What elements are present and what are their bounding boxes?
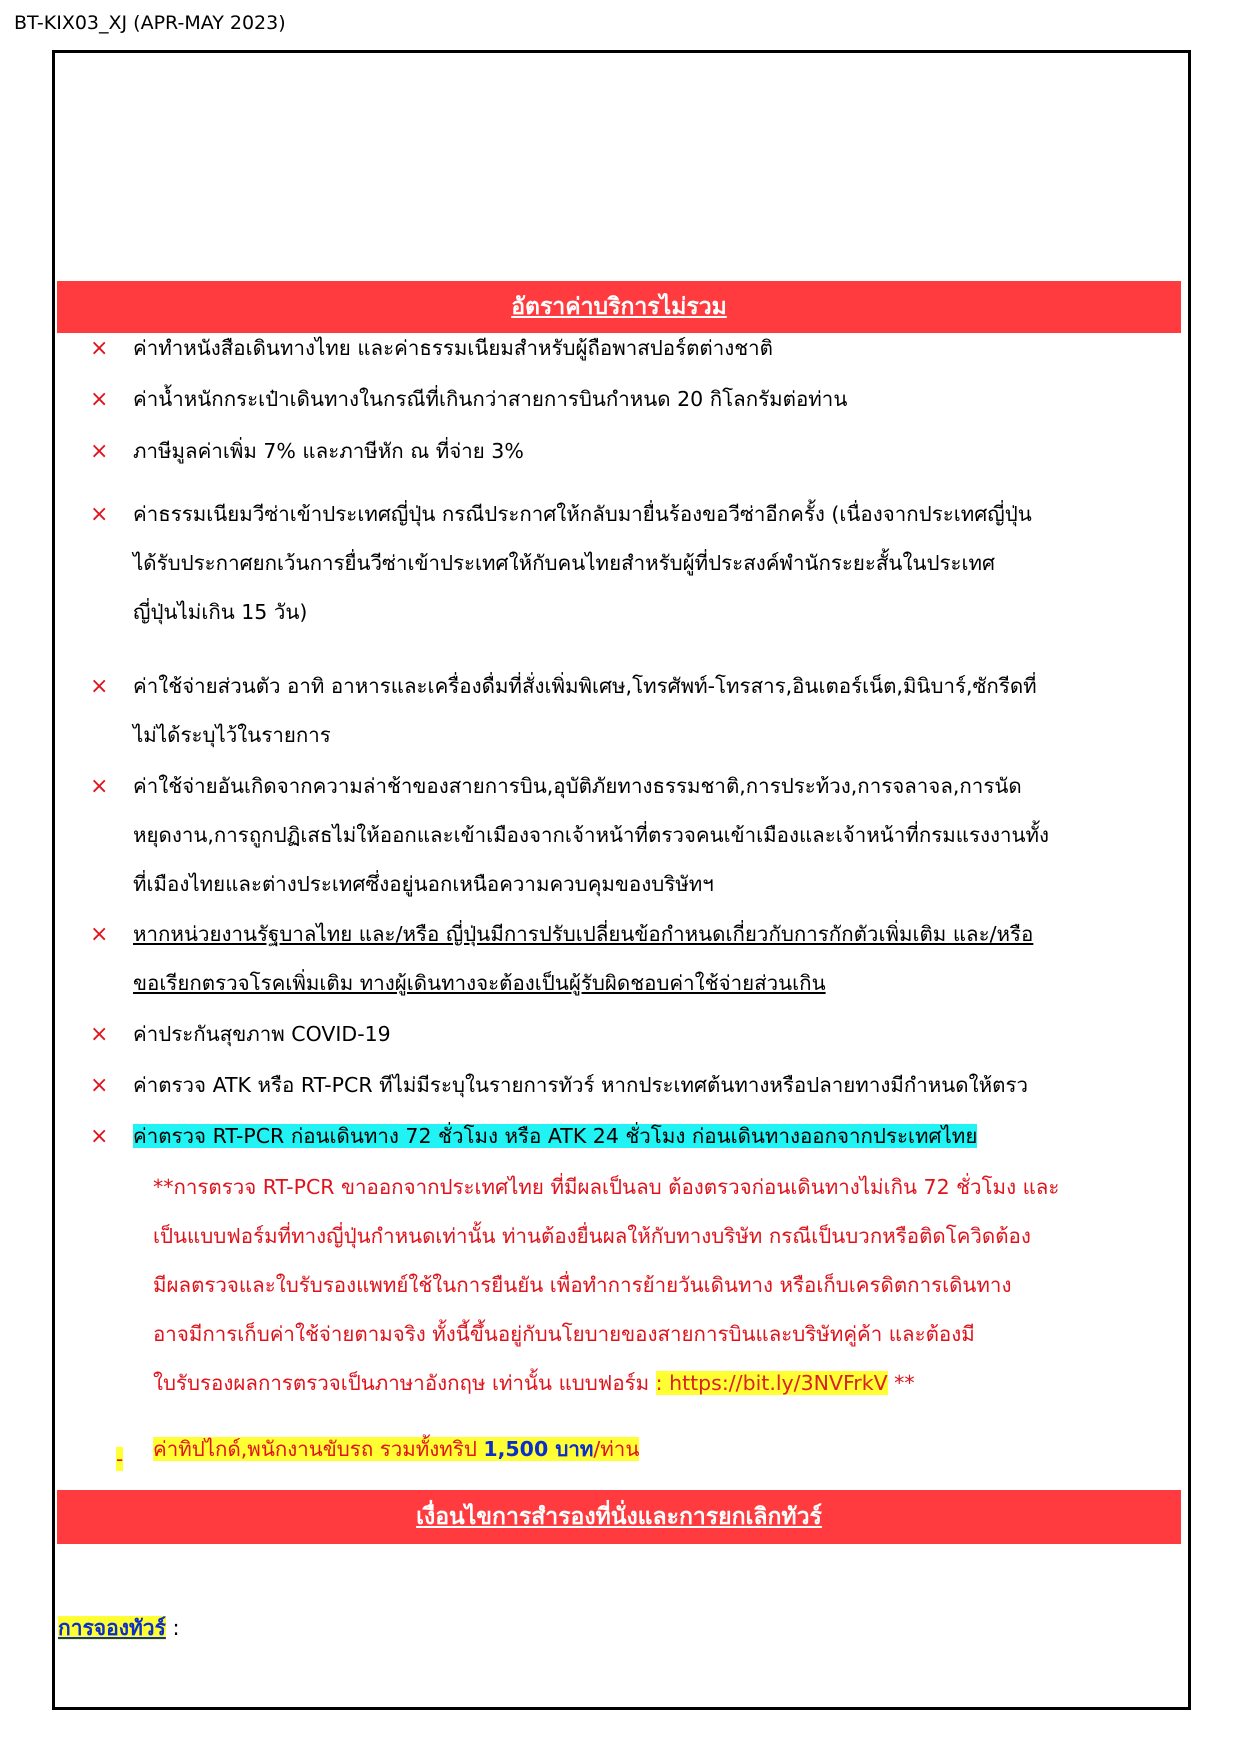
excluded-item	[90, 427, 1180, 476]
excluded-item	[90, 662, 1180, 760]
tip-unit: /ท่าน	[593, 1437, 640, 1461]
cross-icon: ×	[90, 1124, 109, 1149]
highlighted-text: ค่าตรวจ RT-PCR ก่อนเดินทาง 72 ชั่วโมง หรือ ATK 24 ชั่วโมง ก่อนเดินทางออกจากประเทศไทย	[133, 1124, 978, 1148]
excluded-item-text: ค่าทำหนังสือเดินทางไทย และค่าธรรมเนียมสำหรับผู้ถือพาสปอร์ตต่างชาติ	[133, 336, 773, 360]
cross-icon: ×	[90, 774, 109, 799]
excluded-item	[90, 910, 1180, 1008]
cross-icon: ×	[90, 1022, 109, 1047]
pcr-note-line: อาจมีการเก็บค่าใช้จ่ายตามจริง ทั้งนี้ขึ้นอยู่กับนโยบายของสายการบินและบริษัทคู่ค้า และต้องมี	[153, 1322, 975, 1346]
excluded-item-text: ค่าประกันสุขภาพ COVID-19	[133, 1022, 391, 1046]
tip-bullet: -	[116, 1447, 124, 1471]
booking-heading	[58, 1612, 180, 1645]
cross-icon: ×	[90, 336, 109, 361]
cross-icon: ×	[90, 1073, 109, 1098]
tip-amount: 1,500 บาท	[483, 1437, 594, 1461]
excluded-item-text: หยุดงาน,การถูกปฏิเสธไม่ให้ออกและเข้าเมืองจากเจ้าหน้าที่ตรวจคนเข้าเมืองและเจ้าหน้าที่กรมแรงงานทั้ง	[133, 823, 1050, 847]
excluded-item-text: ที่เมืองไทยและต่างประเทศซึ่งอยู่นอกเหนือความควบคุมของบริษัทฯ	[133, 872, 714, 896]
booking-label: การจองทัวร์	[58, 1616, 166, 1640]
excluded-item	[90, 490, 1180, 637]
pcr-note-suffix: **	[887, 1371, 915, 1395]
excluded-item	[90, 762, 1180, 909]
pcr-note-line	[153, 1359, 915, 1408]
excluded-item-text: หากหน่วยงานรัฐบาลไทย และ/หรือ ญี่ปุ่นมีการปรับเปลี่ยนข้อกำหนดเกี่ยวกับการกักตัวเพิ่มเติม และ/หรือ	[133, 922, 1034, 946]
pcr-note-line: **การตรวจ RT-PCR ขาออกจากประเทศไทย ที่มีผลเป็นลบ ต้องตรวจก่อนเดินทางไม่เกิน 72 ชั่วโมง และ	[153, 1175, 1060, 1199]
excluded-item	[90, 1112, 1180, 1161]
pcr-note-text: ใบรับรองผลการตรวจเป็นภาษาอังกฤษ เท่านั้น แบบฟอร์ม	[153, 1371, 656, 1395]
cross-icon: ×	[90, 674, 109, 699]
excluded-item-text: ภาษีมูลค่าเพิ่ม 7% และภาษีหัก ณ ที่จ่าย 3%	[133, 439, 524, 463]
excluded-item-text: ค่าตรวจ ATK หรือ RT-PCR ทีไม่มีระบุในรายการทัวร์ หากประเทศต้นทางหรือปลายทางมีกำหนดให้ตรว	[133, 1073, 1028, 1097]
document-code: BT-KIX03_XJ (APR-MAY 2023)	[14, 12, 286, 34]
cross-icon: ×	[90, 922, 109, 947]
excluded-item-text: ได้รับประกาศยกเว้นการยื่นวีซ่าเข้าประเทศให้กับคนไทยสำหรับผู้ที่ประสงค์พำนักระยะสั้นในประเทศ	[133, 551, 996, 575]
excluded-item-text: ค่าน้ำหนักกระเป๋าเดินทางในกรณีที่เกินกว่าสายการบินกำหนด 20 กิโลกรัมต่อท่าน	[133, 387, 848, 411]
tip-label: ค่าทิปไกด์,พนักงานขับรถ รวมทั้งทริป	[153, 1437, 484, 1461]
excluded-item-text: ไม่ได้ระบุไว้ในรายการ	[133, 723, 331, 747]
cross-icon: ×	[90, 439, 109, 464]
excluded-item	[90, 375, 1180, 424]
excluded-item-text: ค่าใช้จ่ายอันเกิดจากความล่าช้าของสายการบิน,อุบัติภัยทางธรรมชาติ,การประท้วง,การจลาจล,การนัด	[133, 774, 1022, 798]
excluded-item	[90, 1010, 1180, 1059]
excluded-item	[90, 324, 1180, 373]
booking-colon: :	[165, 1616, 180, 1640]
cross-icon: ×	[90, 387, 109, 412]
pcr-note-line: มีผลตรวจและใบรับรองแพทย์ใช้ในการยืนยัน เพื่อทำการย้ายวันเดินทาง หรือเก็บเครดิตการเดินทาง	[153, 1273, 1012, 1297]
excluded-item-text	[133, 1112, 1180, 1161]
excluded-item-text: ขอเรียกตรวจโรคเพิ่มเติม ทางผู้เดินทางจะต้องเป็นผู้รับผิดชอบค่าใช้จ่ายส่วนเกิน	[133, 971, 826, 995]
form-link[interactable]: : https://bit.ly/3NVFrkV	[655, 1371, 888, 1395]
not-included-header: อัตราค่าบริการไม่รวม	[57, 281, 1181, 333]
excluded-item-text: ค่าใช้จ่ายส่วนตัว อาทิ อาหารและเครื่องดื่มที่สั่งเพิ่มพิเศษ,โทรศัพท์-โทรสาร,อินเตอร์เน็ต,มินิบาร์,ซักรีดที่	[133, 674, 1037, 698]
tip-text	[153, 1437, 639, 1461]
excluded-item	[90, 1061, 1180, 1110]
excluded-item-text: ค่าธรรมเนียมวีซ่าเข้าประเทศญี่ปุ่น กรณีประกาศให้กลับมายื่นร้องขอวีซ่าอีกครั้ง (เนื่องจากประเทศญี่ปุ่น	[133, 502, 1032, 526]
pcr-note-line: เป็นแบบฟอร์มที่ทางญี่ปุ่นกำหนดเท่านั้น ท่านต้องยื่นผลให้กับทางบริษัท กรณีเป็นบวกหรือติดโควิดต้อง	[153, 1224, 1031, 1248]
excluded-item-text: ญี่ปุ่นไม่เกิน 15 วัน)	[133, 600, 308, 624]
cross-icon: ×	[90, 502, 109, 527]
tip-line	[153, 1425, 639, 1474]
conditions-header: เงื่อนไขการสำรองที่นั่งและการยกเลิกทัวร์	[57, 1490, 1181, 1544]
